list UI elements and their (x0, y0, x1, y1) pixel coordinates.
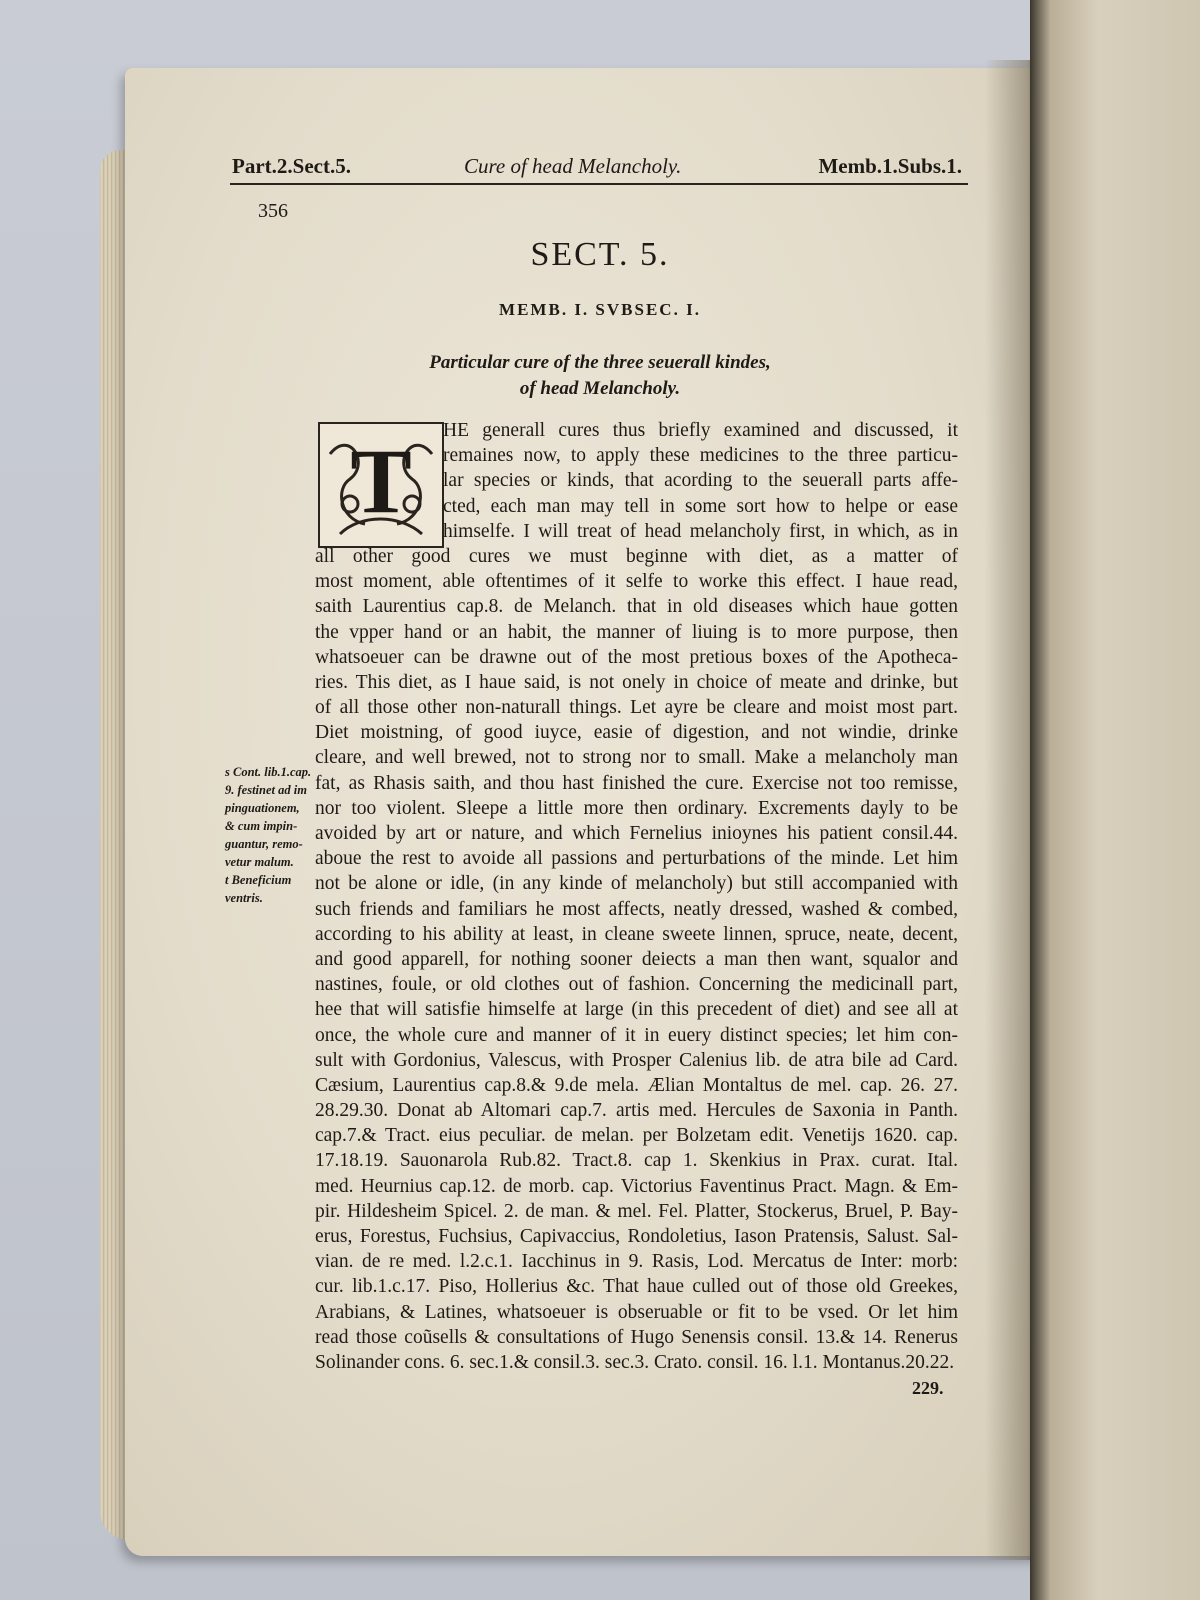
drop-cap-letter: T (350, 430, 412, 532)
body-line: Solinander cons. 6. sec.1.& consil.3. sec.3. Crato. consil. 16. l.1. Montanus.20.22. (315, 1351, 955, 1373)
body-line: sult with Gordonius, Valescus, with Prosper Calenius lib. de atra bile ad Card. (315, 1049, 958, 1071)
body-line: nastines, foule, or old clothes out of fashion. Concerning the medicinall part, (315, 974, 958, 996)
body-line: once, the whole cure and manner of it in euery distinct species; let him con- (315, 1024, 958, 1046)
body-line: pir. Hildesheim Spicel. 2. de man. & mel. Fel. Platter, Stockerus, Bruel, P. Bay- (315, 1200, 958, 1222)
body-line: vian. de re med. l.2.c.1. Iacchinus in 9. Rasis, Lod. Mercatus de Inter: morb: (315, 1251, 958, 1273)
body-line: read those coũsells & consultations of Hugo Senensis consil. 13.& 14. Renerus (315, 1326, 958, 1348)
body-line: med. Heurnius cap.12. de morb. cap. Victorius Faventinus Pract. Magn. & Em- (315, 1175, 958, 1197)
running-header (232, 148, 962, 182)
body-line: the vpper hand or an habit, the manner of liuing is to more purpose, then (315, 621, 958, 643)
body-line: most moment, able oftentimes of it selfe to worke this effect. I haue read, (315, 571, 958, 593)
body-line: not be alone or idle, (in any kinde of melancholy) but still accompanied with (315, 873, 958, 895)
header-rule (230, 183, 968, 185)
body-line: such friends and familiars he most affects, neatly dressed, washed & combed, (315, 898, 958, 920)
margin-notes (225, 763, 317, 907)
body-line: lar species or kinds, that acording to the seuerall parts affe- (443, 470, 958, 492)
body-line: and good apparell, for nothing sooner deiects a man then want, squalor and (315, 948, 958, 970)
body-line: 17.18.19. Sauonarola Rub.82. Tract.8. cap 1. Skenkius in Prax. curat. Ital. (315, 1150, 958, 1172)
subtitle-line-2: of head Melancholy. (519, 378, 681, 399)
body-text (315, 418, 958, 1375)
subtitle-line-1: Particular cure of the three seuerall kindes, (429, 352, 771, 373)
catchword: 229. (912, 1378, 944, 1398)
body-line: erus, Forestus, Fuchsius, Capivaccius, Rondoletius, Iason Pratensis, Salust. Sal- (315, 1226, 958, 1247)
body-line: remaines now, to apply these medicines to the three particu- (443, 445, 958, 467)
page-number: 356 (258, 200, 288, 222)
section-title: SECT. 5. (530, 236, 670, 273)
margin-note-line: 9. festinet ad im (225, 783, 307, 797)
margin-note-line: ventris. (225, 891, 263, 905)
body-line: Cæsium, Laurentius cap.8.& 9.de mela. Ælian Montaltus de mel. cap. 26. 27. (315, 1074, 958, 1096)
header-member: Memb.1.Subs.1. (818, 154, 962, 178)
margin-note-line: guantur, remo- (225, 837, 303, 851)
margin-note-line: s Cont. lib.1.cap. (225, 765, 312, 779)
header-title: Cure of head Melancholy. (464, 154, 682, 178)
body-line: HE generall cures thus briefly examined and discussed, it (443, 420, 958, 441)
body-line: saith Laurentius cap.8. de Melanch. that in old diseases which haue gotten (315, 596, 958, 618)
body-line: according to his ability at least, in cleane sweete linnen, spruce, neate, decent, (315, 923, 958, 945)
body-line: all other good cures we must beginne with diet, as a matter of (315, 545, 958, 567)
body-line: himselfe. I will treat of head melancholy first, in which, as in (443, 520, 958, 542)
margin-note-line: pinguationem, (225, 801, 300, 815)
body-line: of all those other non-naturall things. Let ayre be cleare and moist most part. (315, 697, 958, 719)
header-part-section: Part.2.Sect.5. (232, 154, 351, 178)
body-line: cleare, and well brewed, not to strong nor to small. Make a melancholy man (315, 747, 958, 769)
body-line: cap.7.& Tract. eius peculiar. de melan. per Bolzetam edit. Venetijs 1620. cap. (315, 1125, 958, 1147)
body-line: nor too violent. Sleepe a little more then ordinary. Excrements dayly to be (315, 797, 958, 819)
member-subsection-line: MEMB. I. SVBSEC. I. (499, 300, 701, 319)
body-line: cted, each man may tell in some sort how to helpe or ease (443, 495, 958, 517)
body-line: avoided by art or nature, and which Fernelius inioynes his patient consil.44. (315, 823, 958, 844)
body-line: cur. lib.1.c.17. Piso, Hollerius &c. That haue culled out of those old Greekes, (315, 1276, 958, 1298)
body-line: aboue the rest to avoide all passions and perturbations of the minde. Let him (315, 848, 958, 870)
body-line: fat, as Rhasis saith, and thou hast finished the cure. Exercise not too remisse, (315, 772, 958, 794)
margin-note-line: & cum impin- (225, 819, 298, 833)
body-line: ries. This diet, as I haue said, is not onely in choice of meate and drinke, but (315, 671, 958, 693)
margin-note-line: vetur malum. (225, 855, 294, 869)
margin-note-line: t Beneficium (225, 873, 292, 887)
body-line: Arabians, & Latines, whatsoeuer is obseruable or fit to be vsed. Or let him (315, 1301, 958, 1323)
body-line: hee that will satisfie himselfe at large (in this precedent of diet) and see all at (315, 999, 958, 1021)
body-line: Diet moistning, of good iuyce, easie of digestion, and not windie, drinke (315, 722, 958, 744)
body-line: whatsoeuer can be drawne out of the most pretious boxes of the Apotheca- (315, 646, 958, 668)
body-line: 28.29.30. Donat ab Altomari cap.7. artis med. Hercules de Saxonia in Panth. (315, 1100, 958, 1122)
